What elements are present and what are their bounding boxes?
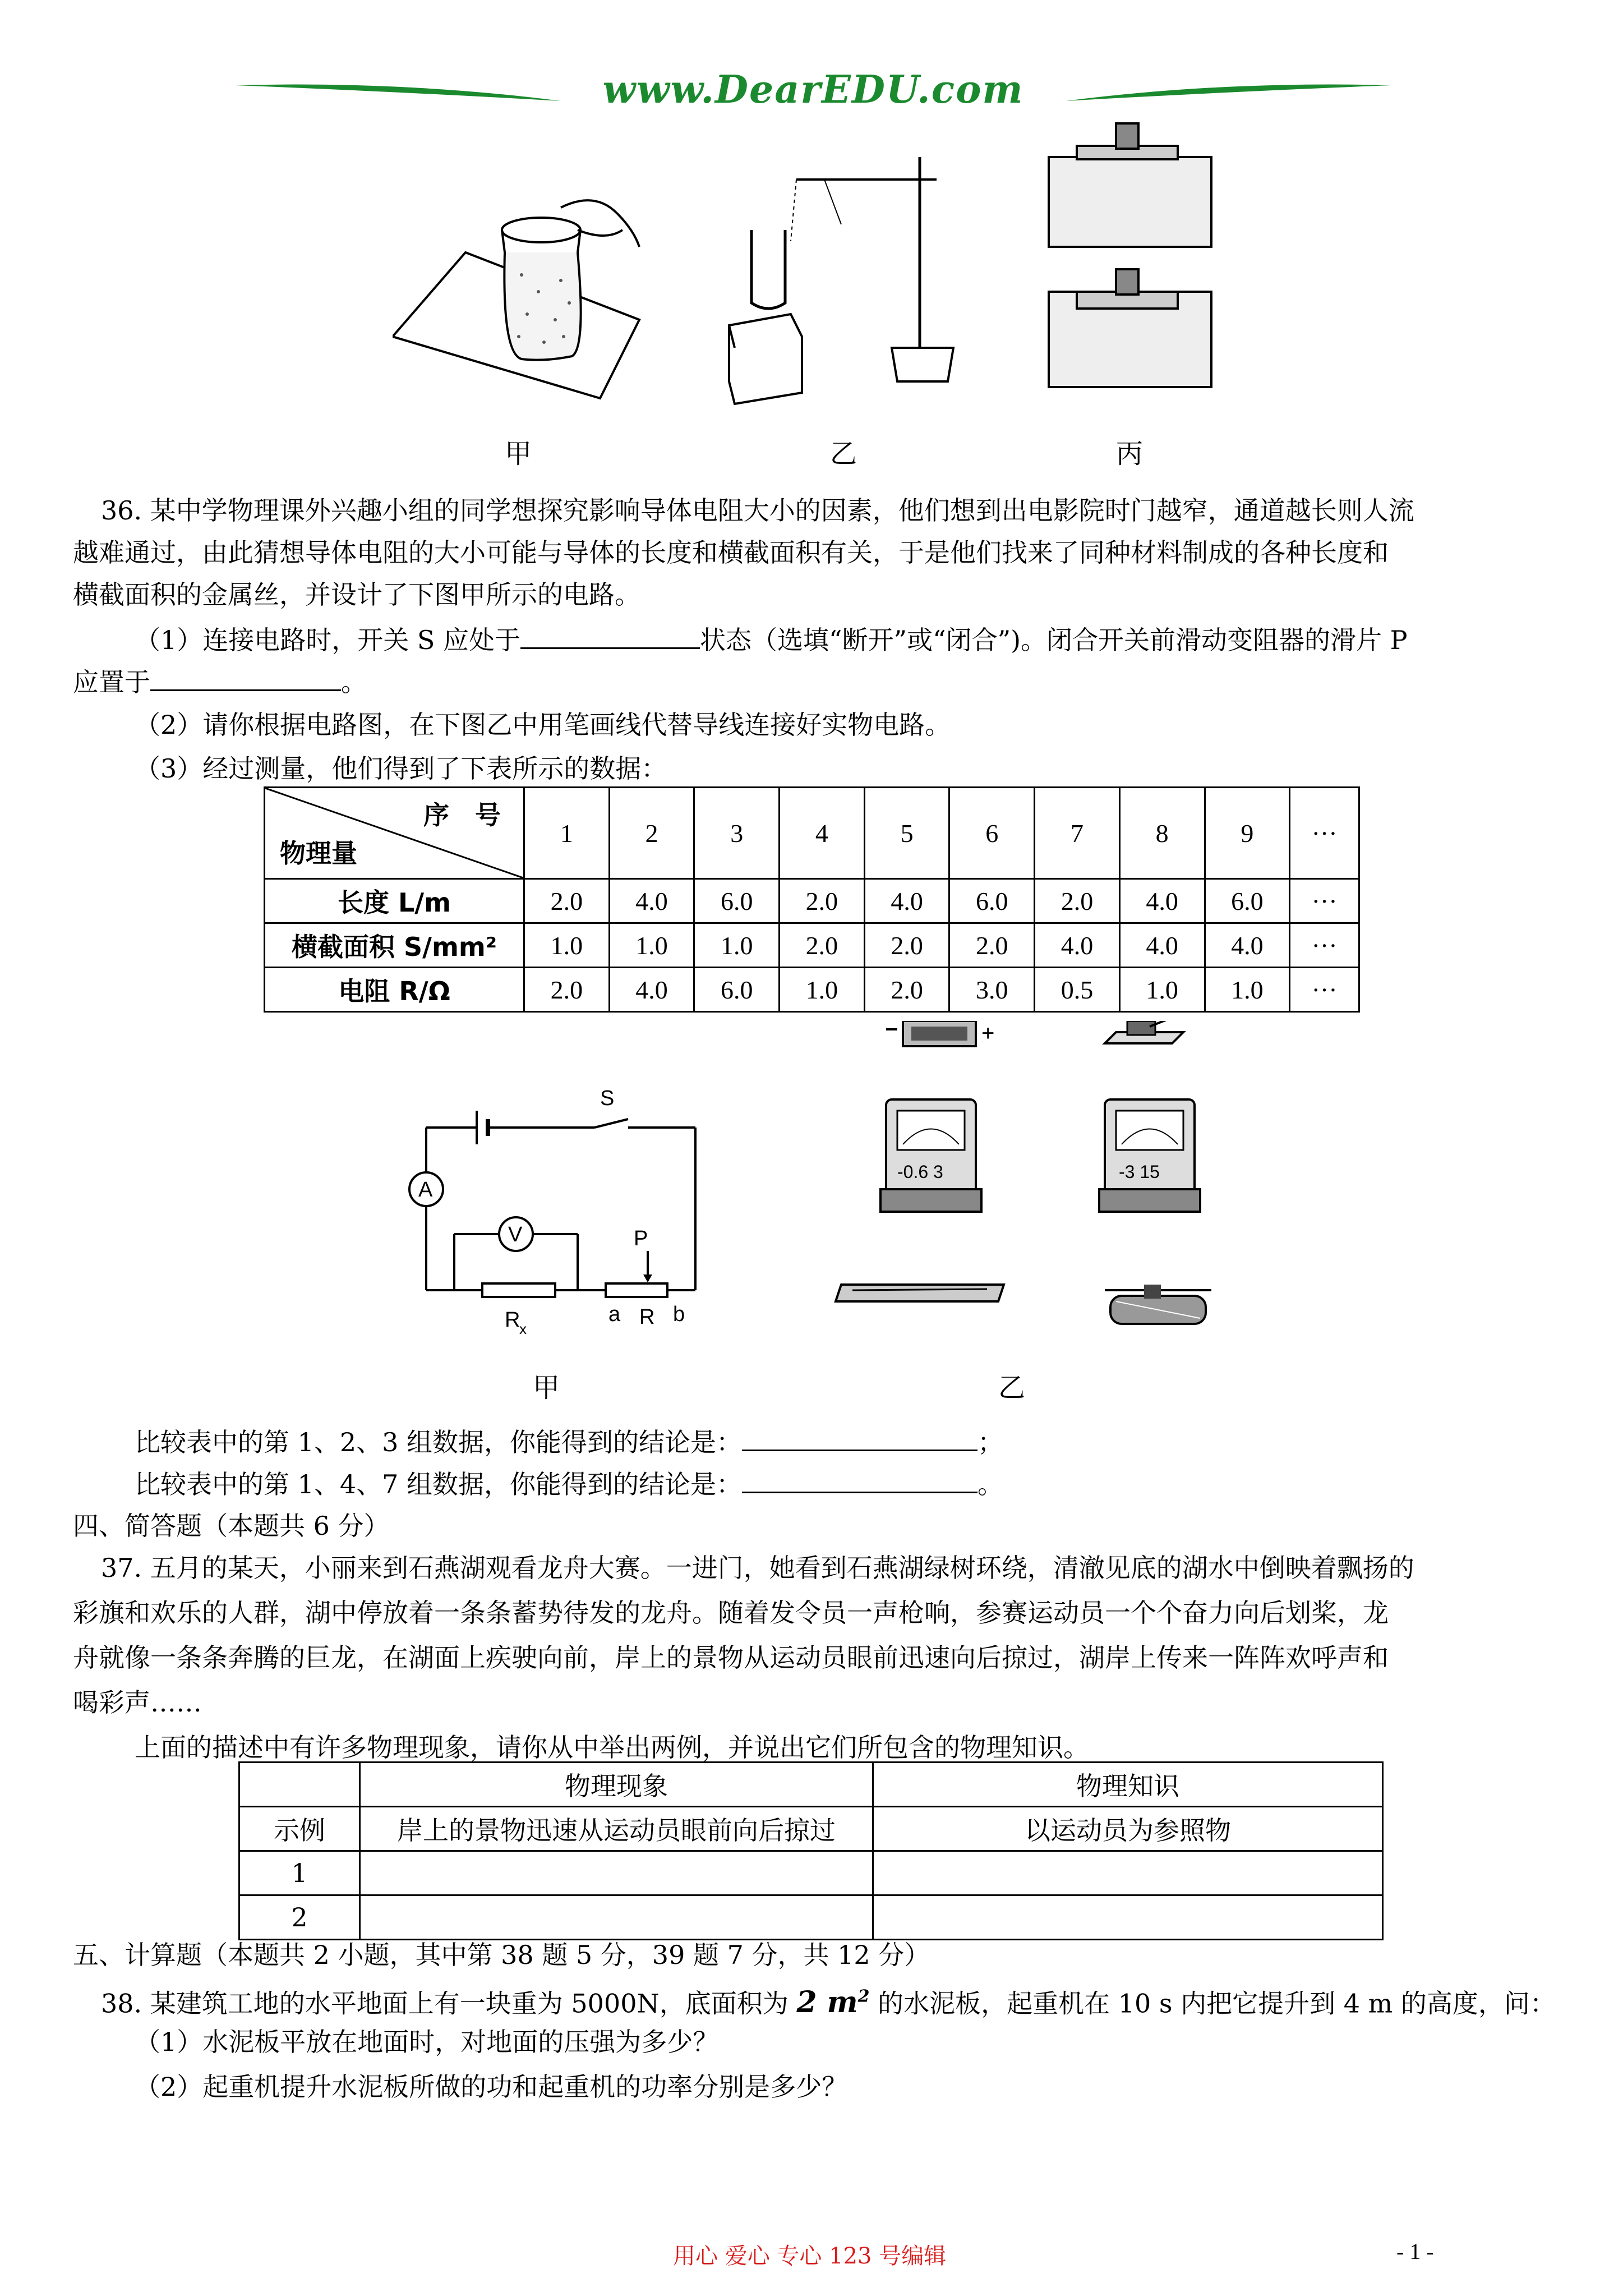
q38-line1 [101,1980,1556,2020]
table-cell: 岸上的景物迅速从运动员眼前向后掠过 [360,1807,873,1851]
answer-cell[interactable] [360,1851,873,1895]
table-cell: 1.0 [1119,968,1205,1012]
table-cell: 2.0 [864,923,949,968]
voltmeter-scale: -3 15 [1119,1162,1160,1182]
col-header: 4 [780,788,865,879]
table-cell: 1.0 [780,968,865,1012]
col-header: 5 [864,788,949,879]
q36-conclusion2-text: 比较表中的第 1、4、7 组数据，你能得到的结论是： [135,1469,743,1499]
q36-conclusion1-end: ； [978,1427,1004,1457]
top-figure-label-yi: 乙 [830,438,857,470]
table-row [239,1895,1383,1940]
table-cell: 1.0 [694,923,780,968]
top-figure-label-jia: 甲 [505,438,532,470]
q36-part1-text-a: （1）连接电路时，开关 S 应处于 [135,625,521,655]
table-cell: ··· [1290,879,1359,923]
table-cell: 4.0 [609,968,694,1012]
q36-conclusion2-end: 。 [978,1469,1004,1499]
q36-part1-cont [73,665,367,699]
q36-part2: （2）请你根据电路图，在下图乙中用笔画线代替导线连接好实物电路。 [135,710,951,740]
table-cell: 2.0 [524,968,610,1012]
voltmeter-icon [1099,1099,1200,1212]
circuit-figure-label-jia: 甲 [533,1372,560,1404]
components-figure-label-yi: 乙 [998,1372,1026,1404]
table-header: 物理现象 [360,1763,873,1807]
footer-center: 用心 爱心 专心 123 号编辑 [673,2243,947,2269]
col-header: 2 [609,788,694,879]
table-row [265,879,1359,923]
ammeter-scale: -0.6 3 [897,1162,943,1182]
q36-part3: （3）经过测量，他们得到了下表所示的数据： [135,753,667,784]
table-cell: 2 [239,1895,360,1940]
q36-part1-text-b: 状态（选填“断开”或“闭合”)。闭合开关前滑动变阻器的滑片 P [700,625,1408,655]
table-cell: 4.0 [864,879,949,923]
table-cell: 4.0 [1035,923,1120,968]
table-cell: 4.0 [609,879,694,923]
circuit-label-r: R [639,1305,655,1329]
row-label: 横截面积 S/mm² [265,923,524,968]
q36-part1-text-d: 。 [341,667,367,697]
table-cell: 1.0 [609,923,694,968]
col-header: ··· [1290,788,1359,879]
resistance-wire-icon [836,1285,1004,1301]
table-cell: ··· [1290,923,1359,968]
section4-title: 四、简答题（本题共 6 分） [73,1511,390,1541]
circuit-label-ammeter: A [418,1178,433,1202]
table-row [265,968,1359,1012]
table-cell: 4.0 [1205,923,1290,968]
circuit-label-a: a [608,1303,621,1326]
col-header: 3 [694,788,780,879]
header-swoosh-left [236,73,572,112]
q36-intro-line3: 横截面积的金属丝，并设计了下图甲所示的电路。 [73,579,640,610]
site-title: www.DearEDU.com [602,67,1024,112]
figure-jia-beaker [393,168,656,404]
q38-area-sup: 2 [857,1987,870,2007]
battery-box-icon [886,1021,994,1046]
table-cell: 3.0 [949,968,1035,1012]
answer-cell[interactable] [360,1895,873,1940]
table-cell: 6.0 [1205,879,1290,923]
section5-title: 五、计算题（本题共 2 小题，其中第 38 题 5 分，39 题 7 分，共 12 分） [73,1940,930,1970]
table-cell: 示例 [239,1807,360,1851]
q37-line1: 37. 五月的某天，小丽来到石燕湖观看龙舟大赛。一进门，她看到石燕湖绿树环绕，清澈见底的湖水中倒映着飘扬的 [101,1553,1414,1583]
q36-conclusion1-text: 比较表中的第 1、2、3 组数据，你能得到的结论是： [135,1427,743,1457]
table-cell: 2.0 [1035,879,1120,923]
col-header: 7 [1035,788,1120,879]
page-number: - 1 - [1396,2239,1434,2264]
table-cell: 6.0 [694,879,780,923]
q36-part1-text-c: 应置于 [73,667,150,697]
circuit-label-rx-sub: x [519,1320,527,1337]
table-cell: 2.0 [524,879,610,923]
q37-line2: 彩旗和欢乐的人群，湖中停放着一条条蓄势待发的龙舟。随着发令员一声枪响，参赛运动员一个个奋力向后划桨，龙 [73,1598,1389,1628]
table-cell: 2.0 [780,879,865,923]
table-cell: 6.0 [694,968,780,1012]
circuit-label-switch: S [600,1087,615,1110]
q37-line4: 喝彩声…… [73,1687,202,1718]
table-row [265,923,1359,968]
q36-blank-conclusion2[interactable] [742,1467,978,1493]
q36-intro-line1: 36. 某中学物理课外兴趣小组的同学想探究影响导体电阻大小的因素，他们想到出电影院时门越窄，通道越长则人流 [101,495,1414,526]
phenomena-table [238,1761,1384,1940]
col-header: 1 [524,788,610,879]
figure-bing-press [1043,112,1223,426]
q36-conclusion2 [135,1467,1003,1501]
table-cell: 1.0 [524,923,610,968]
table-row [239,1851,1383,1895]
table-cell: 0.5 [1035,968,1120,1012]
table-cell: 以运动员为参照物 [873,1807,1383,1851]
table-cell: 2.0 [864,968,949,1012]
q38-text-b: 的水泥板，起重机在 10 s 内把它提升到 4 m 的高度，问： [878,1988,1556,2019]
circuit-label-slider: P [634,1227,648,1250]
table-header [239,1763,360,1807]
table-header-row [239,1763,1383,1807]
q36-blank-switch-state[interactable] [520,623,700,649]
table-cell: 4.0 [1119,923,1205,968]
table-cell: 6.0 [949,879,1035,923]
table-cell: 2.0 [949,923,1035,968]
top-figure-label-bing: 丙 [1116,438,1144,470]
q38-part1: （1）水泥板平放在地面时，对地面的压强为多少？ [135,2027,719,2057]
col-header: 6 [949,788,1035,879]
q38-part2: （2）起重机提升水泥板所做的功和起重机的功率分别是多少？ [135,2072,848,2102]
q36-blank-slider-position[interactable] [150,665,341,691]
q38-area [796,1985,869,2019]
row-label: 电阻 R/Ω [265,968,524,1012]
circuit-label-b: b [673,1303,685,1326]
table-cell: ··· [1290,968,1359,1012]
q36-part1 [135,623,1408,657]
ammeter-icon [880,1099,981,1212]
q36-conclusion1 [135,1425,1003,1459]
corner-header-top: 序 号 [423,800,501,830]
q38-text-a: 38. 某建筑工地的水平地面上有一块重为 5000N，底面积为 [101,1988,789,2019]
q37-line3: 舟就像一条条奔腾的巨龙，在湖面上疾驶向前，岸上的景物从运动员眼前迅速向后掠过，湖岸上传来一阵阵欢呼声和 [73,1642,1389,1673]
circuit-label-rx: R [505,1308,520,1332]
q36-intro-line2: 越难通过，由此猜想导体电阻的大小可能与导体的长度和横截面积有关，于是他们找来了同种材料制成的各种长度和 [73,537,1389,568]
q38-area-value: 2 m [796,1985,858,2020]
col-header: 8 [1119,788,1205,879]
rheostat-icon [1105,1285,1211,1324]
switch-icon [1105,1021,1183,1043]
corner-header-bottom: 物理量 [280,838,357,868]
table-header: 物理知识 [873,1763,1383,1807]
row-label: 长度 L/m [265,879,524,923]
answer-cell[interactable] [873,1851,1383,1895]
resistance-data-table [264,786,1360,1013]
table-row [239,1807,1383,1851]
table-cell: 1.0 [1205,968,1290,1012]
col-header: 9 [1205,788,1290,879]
svg-text:+: + [981,1021,995,1046]
table-cell: 4.0 [1119,879,1205,923]
table-cell: 2.0 [780,923,865,968]
q37-prompt: 上面的描述中有许多物理现象，请你从中举出两例，并说出它们所包含的物理知识。 [135,1732,1089,1763]
header-swoosh-right [1054,73,1391,112]
table-cell: 1 [239,1851,360,1895]
figure-yi-tuning-fork [712,146,965,409]
answer-cell[interactable] [873,1895,1383,1940]
physical-components [813,1021,1262,1369]
site-header [236,67,1391,118]
circuit-label-voltmeter: V [508,1223,523,1246]
circuit-diagram [393,1066,751,1346]
table-corner-cell [265,788,524,879]
q36-blank-conclusion1[interactable] [742,1425,978,1451]
